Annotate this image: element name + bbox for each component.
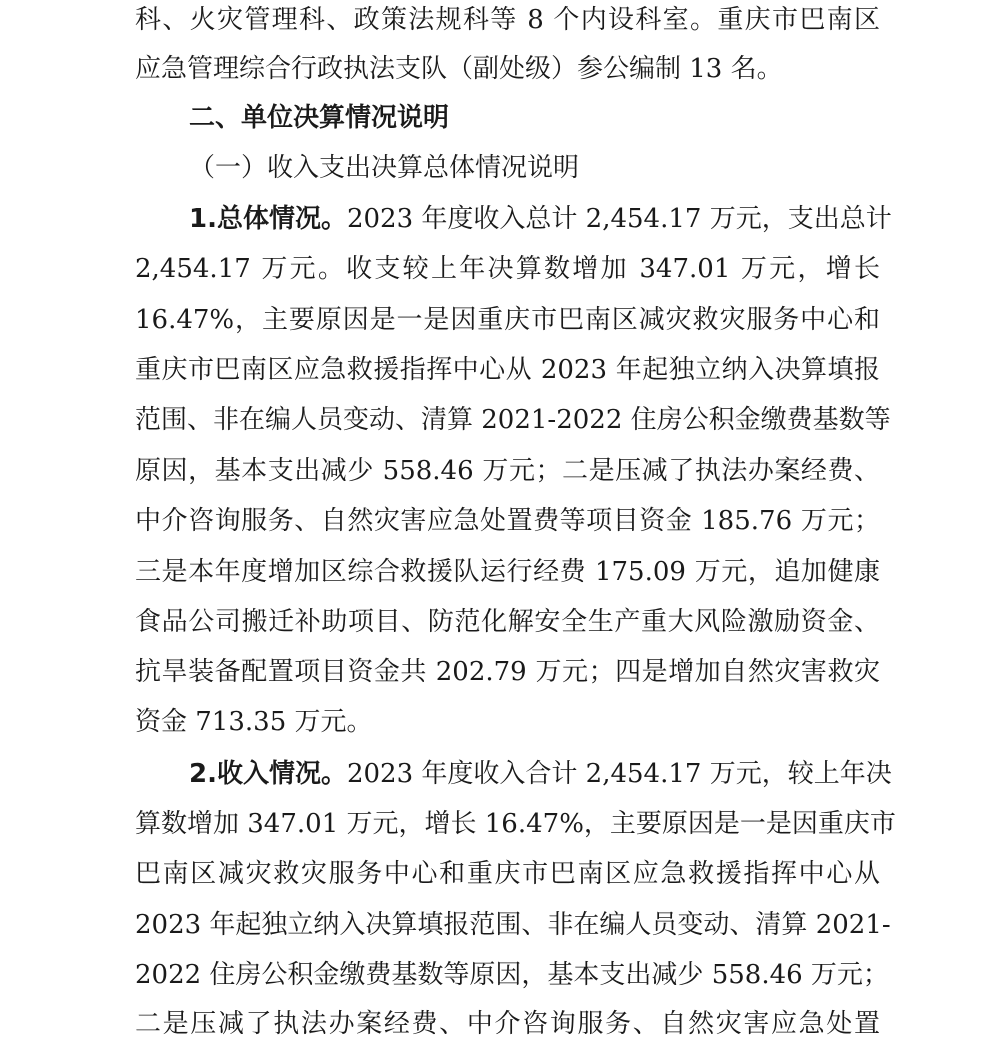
intro-line-2: 应急管理综合行政执法支队（副处级）参公编制 13 名。 xyxy=(135,54,783,84)
paragraph2-line-5: 2022 住房公积金缴费基数等原因，基本支出减少 558.46 万元； xyxy=(135,960,889,990)
paragraph2-lead: 2.收入情况。 xyxy=(189,759,347,789)
paragraph1-line-10: 抗旱装备配置项目资金共 202.79 万元；四是增加自然灾害救灾 xyxy=(135,657,880,687)
paragraph1-line-8: 三是本年度增加区综合救援队运行经费 175.09 万元，追加健康 xyxy=(135,557,880,587)
paragraph2-line-2: 算数增加 347.01 万元，增长 16.47%，主要原因是一是因重庆市 xyxy=(135,809,896,839)
paragraph2-line-3: 巴南区减灾救灾服务中心和重庆市巴南区应急救援指挥中心从 xyxy=(135,859,880,889)
paragraph1-line-1 xyxy=(189,199,892,239)
paragraph1-line-7: 中介咨询服务、自然灾害应急处置费等项目资金 185.76 万元； xyxy=(135,506,880,536)
paragraph1-line-5: 范围、非在编人员变动、清算 2021-2022 住房公积金缴费基数等 xyxy=(135,405,891,435)
paragraph2-line-4: 2023 年起独立纳入决算填报范围、非在编人员变动、清算 2021- xyxy=(135,910,891,940)
subsection-heading: （一）收入支出决算总体情况说明 xyxy=(189,153,580,183)
paragraph1-line-6: 原因，基本支出减少 558.46 万元；二是压减了执法办案经费、 xyxy=(135,456,880,486)
paragraph1-line-1-rest: 2023 年度收入总计 2,454.17 万元，支出总计 xyxy=(346,204,892,234)
paragraph2-line-1-rest: 2023 年度收入合计 2,454.17 万元，较上年决 xyxy=(346,759,892,789)
section-heading: 二、单位决算情况说明 xyxy=(189,103,450,133)
paragraph2-line-6: 二是压减了执法办案经费、中介咨询服务、自然灾害应急处置 xyxy=(135,1009,880,1039)
paragraph1-line-3: 16.47%，主要原因是一是因重庆市巴南区减灾救灾服务中心和 xyxy=(135,305,880,335)
paragraph1-line-2: 2,454.17 万元。收支较上年决算数增加 347.01 万元，增长 xyxy=(135,254,880,284)
paragraph1-line-11: 资金 713.35 万元。 xyxy=(135,707,373,737)
paragraph1-line-9: 食品公司搬迁补助项目、防范化解安全生产重大风险激励资金、 xyxy=(135,607,880,637)
paragraph1-line-4: 重庆市巴南区应急救援指挥中心从 2023 年起独立纳入决算填报 xyxy=(135,355,880,385)
intro-line-1: 科、火灾管理科、政策法规科等 8 个内设科室。重庆市巴南区 xyxy=(135,5,880,35)
paragraph1-lead: 1.总体情况。 xyxy=(189,204,347,234)
paragraph2-line-1 xyxy=(189,754,892,794)
